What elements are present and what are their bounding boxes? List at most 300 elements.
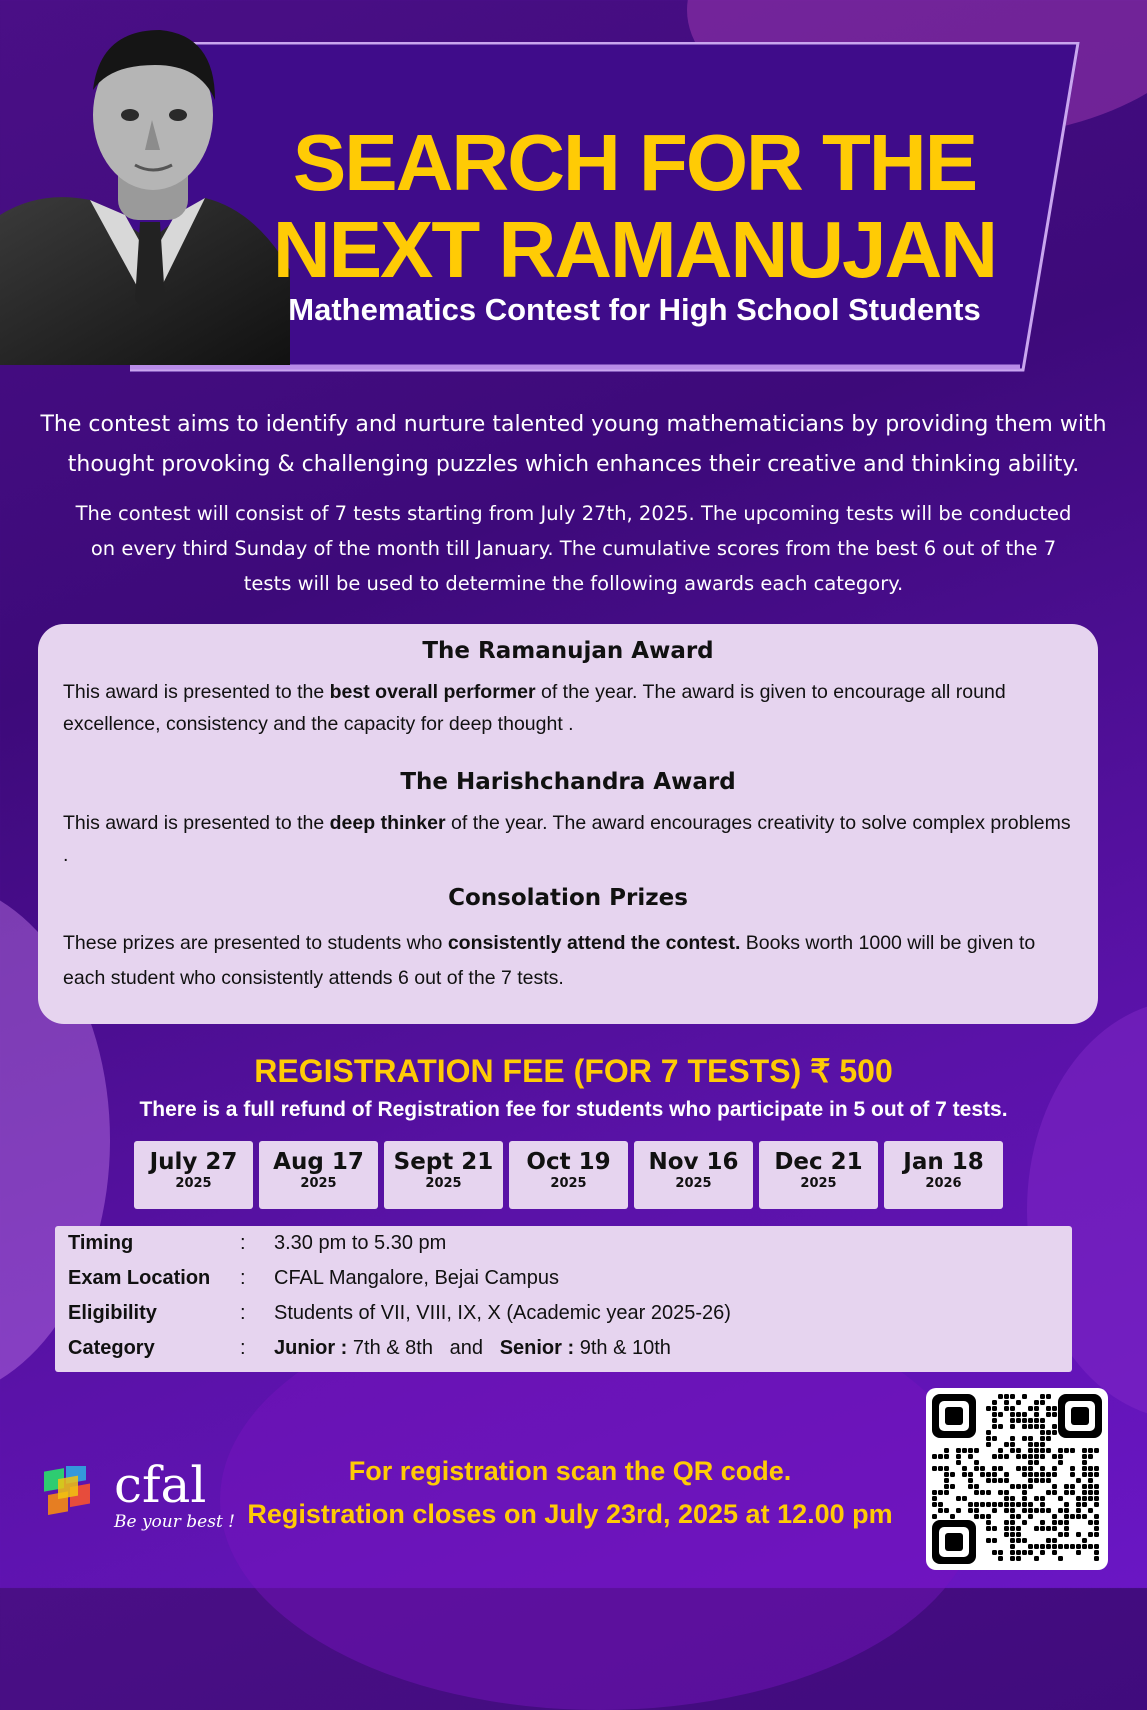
qr-module	[1016, 1448, 1021, 1453]
qr-module	[1010, 1418, 1015, 1423]
qr-module	[992, 1406, 997, 1411]
qr-module	[1052, 1526, 1057, 1531]
qr-module	[1064, 1448, 1069, 1453]
qr-module	[1094, 1484, 1099, 1489]
qr-module	[1004, 1478, 1009, 1483]
qr-module	[986, 1526, 991, 1531]
qr-module	[998, 1448, 1003, 1453]
qr-module	[932, 1466, 937, 1471]
qr-module	[980, 1514, 985, 1519]
qr-module	[1082, 1454, 1087, 1459]
qr-module	[986, 1478, 991, 1483]
qr-module	[1004, 1454, 1009, 1459]
qr-module	[998, 1502, 1003, 1507]
detail-row-location	[68, 1261, 1058, 1296]
qr-module	[956, 1508, 961, 1513]
cfal-logo-icon	[42, 1466, 104, 1532]
test-date: Aug 17	[273, 1149, 364, 1175]
qr-module	[1022, 1454, 1027, 1459]
qr-module	[1094, 1502, 1099, 1507]
qr-module	[1082, 1460, 1087, 1465]
qr-module	[1022, 1472, 1027, 1477]
qr-module	[1022, 1412, 1027, 1417]
qr-module	[1040, 1526, 1045, 1531]
test-date-box	[634, 1141, 753, 1209]
qr-module	[1034, 1544, 1039, 1549]
qr-module	[974, 1448, 979, 1453]
qr-module	[1040, 1472, 1045, 1477]
test-year: 2025	[300, 1176, 337, 1191]
qr-module	[1094, 1532, 1099, 1537]
test-year: 2026	[925, 1176, 962, 1191]
qr-module	[1016, 1466, 1021, 1471]
qr-module	[968, 1472, 973, 1477]
qr-module	[1034, 1472, 1039, 1477]
qr-module	[1040, 1502, 1045, 1507]
qr-module	[1004, 1406, 1009, 1411]
qr-module	[1034, 1526, 1039, 1531]
qr-module	[1088, 1448, 1093, 1453]
qr-module	[1004, 1496, 1009, 1501]
qr-module	[956, 1448, 961, 1453]
qr-module	[1088, 1472, 1093, 1477]
qr-module	[968, 1478, 973, 1483]
qr-module	[1040, 1508, 1045, 1513]
qr-module	[1004, 1400, 1009, 1405]
qr-module	[1058, 1544, 1063, 1549]
qr-module	[1094, 1472, 1099, 1477]
qr-module	[1034, 1442, 1039, 1447]
refund-note: There is a full refund of Registration fee for students who participate in 5 out of 7 tests.	[139, 1098, 1008, 1121]
qr-module	[1004, 1520, 1009, 1525]
qr-module	[998, 1550, 1003, 1555]
qr-module	[992, 1550, 997, 1555]
qr-module	[956, 1496, 961, 1501]
qr-module	[998, 1478, 1003, 1483]
qr-module	[998, 1394, 1003, 1399]
subtitle: Mathematics Contest for High School Students	[288, 292, 981, 327]
qr-module	[1070, 1544, 1075, 1549]
qr-module	[938, 1508, 943, 1513]
qr-module	[1034, 1424, 1039, 1429]
qr-module	[992, 1424, 997, 1429]
qr-module	[1088, 1532, 1093, 1537]
qr-module	[1034, 1508, 1039, 1513]
qr-module	[1004, 1508, 1009, 1513]
qr-module	[992, 1526, 997, 1531]
qr-module	[1028, 1484, 1033, 1489]
qr-module	[1058, 1454, 1063, 1459]
qr-module	[1022, 1538, 1027, 1543]
qr-module	[1010, 1436, 1015, 1441]
qr-module	[998, 1454, 1003, 1459]
qr-module	[1016, 1412, 1021, 1417]
test-year: 2025	[675, 1176, 712, 1191]
qr-module	[1058, 1496, 1063, 1501]
qr-module	[998, 1466, 1003, 1471]
qr-module	[1052, 1538, 1057, 1543]
exam-details-table	[55, 1226, 1072, 1372]
qr-module	[1076, 1544, 1081, 1549]
qr-module	[1010, 1556, 1015, 1561]
test-year: 2025	[800, 1176, 837, 1191]
qr-module	[1046, 1544, 1051, 1549]
qr-module	[1016, 1514, 1021, 1519]
qr-module	[980, 1502, 985, 1507]
detail-value: 3.30 pm to 5.30 pm	[274, 1232, 447, 1254]
qr-module	[986, 1406, 991, 1411]
qr-module	[1088, 1508, 1093, 1513]
qr-module	[1028, 1550, 1033, 1555]
qr-module	[1028, 1544, 1033, 1549]
test-date: July 27	[149, 1149, 238, 1175]
qr-module	[1010, 1502, 1015, 1507]
qr-module	[1052, 1454, 1057, 1459]
qr-module	[1016, 1484, 1021, 1489]
qr-module	[974, 1484, 979, 1489]
qr-module	[1070, 1448, 1075, 1453]
ramanujan-portrait	[0, 10, 290, 365]
qr-module	[974, 1490, 979, 1495]
qr-module	[1010, 1484, 1015, 1489]
qr-module	[980, 1466, 985, 1471]
qr-module	[974, 1460, 979, 1465]
title-line-1: SEARCH FOR THE	[292, 118, 977, 207]
registration-qr-code[interactable]	[926, 1388, 1108, 1570]
qr-module	[962, 1472, 967, 1477]
qr-module	[1010, 1526, 1015, 1531]
test-date: Nov 16	[648, 1149, 739, 1175]
qr-module	[1010, 1538, 1015, 1543]
qr-module	[1040, 1424, 1045, 1429]
qr-module	[1040, 1544, 1045, 1549]
qr-module	[968, 1484, 973, 1489]
qr-module	[1010, 1496, 1015, 1501]
award-title-harishchandra: The Harishchandra Award	[400, 769, 736, 795]
qr-module	[950, 1484, 955, 1489]
qr-module	[1064, 1520, 1069, 1525]
qr-module	[1034, 1478, 1039, 1483]
qr-module	[1028, 1514, 1033, 1519]
qr-module	[1046, 1472, 1051, 1477]
qr-module	[1022, 1490, 1027, 1495]
qr-module	[1028, 1418, 1033, 1423]
qr-module	[944, 1448, 949, 1453]
qr-module	[1064, 1544, 1069, 1549]
qr-module	[986, 1502, 991, 1507]
qr-module	[1004, 1502, 1009, 1507]
qr-module	[944, 1454, 949, 1459]
qr-module	[1016, 1532, 1021, 1537]
qr-module	[1004, 1490, 1009, 1495]
qr-module	[932, 1502, 937, 1507]
qr-module	[1040, 1394, 1045, 1399]
qr-module	[1040, 1430, 1045, 1435]
qr-module	[1076, 1478, 1081, 1483]
qr-module	[1028, 1424, 1033, 1429]
qr-module	[1058, 1532, 1063, 1537]
qr-module	[1058, 1556, 1063, 1561]
qr-module	[1046, 1508, 1051, 1513]
qr-module	[986, 1538, 991, 1543]
qr-module	[992, 1400, 997, 1405]
award-desc-ramanujan: This award is presented to the best overall performer of the year. The award is given to encourage all round excellence, consistency and the capacity for deep thought .	[63, 681, 1006, 735]
qr-module	[992, 1538, 997, 1543]
qr-module	[1022, 1466, 1027, 1471]
qr-module	[1016, 1550, 1021, 1555]
qr-module	[968, 1448, 973, 1453]
qr-module	[1022, 1418, 1027, 1423]
qr-module	[1094, 1550, 1099, 1555]
qr-module	[1016, 1502, 1021, 1507]
detail-colon: :	[240, 1337, 246, 1359]
qr-module	[1034, 1496, 1039, 1501]
detail-label: Timing	[68, 1232, 134, 1254]
qr-module	[1034, 1448, 1039, 1453]
qr-module	[986, 1430, 991, 1435]
qr-module	[998, 1490, 1003, 1495]
qr-module	[1082, 1496, 1087, 1501]
qr-module	[1058, 1520, 1063, 1525]
qr-module	[950, 1514, 955, 1519]
qr-module	[986, 1490, 991, 1495]
qr-module	[1094, 1520, 1099, 1525]
qr-module	[1004, 1472, 1009, 1477]
qr-module	[1046, 1430, 1051, 1435]
qr-module	[1028, 1436, 1033, 1441]
qr-module	[992, 1412, 997, 1417]
qr-module	[974, 1514, 979, 1519]
qr-module	[962, 1466, 967, 1471]
qr-module	[1052, 1406, 1057, 1411]
qr-module	[1064, 1490, 1069, 1495]
qr-module	[944, 1478, 949, 1483]
test-date-box	[884, 1141, 1003, 1209]
cfal-logo-tagline: Be your best !	[114, 1512, 236, 1532]
detail-value: CFAL Mangalore, Bejai Campus	[274, 1267, 559, 1289]
qr-module	[1022, 1424, 1027, 1429]
qr-module	[1040, 1496, 1045, 1501]
detail-colon: :	[240, 1267, 246, 1289]
qr-module	[1064, 1526, 1069, 1531]
qr-module	[1016, 1400, 1021, 1405]
test-year: 2025	[425, 1176, 462, 1191]
qr-module	[938, 1502, 943, 1507]
qr-module	[1076, 1496, 1081, 1501]
qr-module	[1040, 1400, 1045, 1405]
qr-module	[1046, 1436, 1051, 1441]
qr-module	[1028, 1442, 1033, 1447]
qr-module	[932, 1454, 937, 1459]
qr-module	[998, 1424, 1003, 1429]
qr-module	[1052, 1520, 1057, 1525]
test-date-box	[134, 1141, 253, 1209]
qr-module	[968, 1454, 973, 1459]
award-title-ramanujan: The Ramanujan Award	[422, 638, 714, 664]
qr-module	[1082, 1472, 1087, 1477]
qr-module	[974, 1466, 979, 1471]
qr-module	[1040, 1520, 1045, 1525]
qr-module	[1058, 1508, 1063, 1513]
qr-module	[1094, 1496, 1099, 1501]
qr-module	[1022, 1502, 1027, 1507]
detail-label: Category	[68, 1337, 155, 1359]
qr-module	[986, 1442, 991, 1447]
qr-module	[1088, 1484, 1093, 1489]
qr-module	[944, 1466, 949, 1471]
qr-module	[944, 1508, 949, 1513]
qr-module	[1088, 1454, 1093, 1459]
qr-module	[1094, 1490, 1099, 1495]
qr-module	[974, 1502, 979, 1507]
cfal-logo	[42, 1456, 242, 1540]
qr-module	[1046, 1448, 1051, 1453]
qr-module	[1028, 1448, 1033, 1453]
qr-module	[1046, 1412, 1051, 1417]
test-date: Dec 21	[774, 1149, 863, 1175]
qr-module	[1082, 1484, 1087, 1489]
qr-module	[1088, 1490, 1093, 1495]
qr-module	[992, 1418, 997, 1423]
qr-module	[1076, 1550, 1081, 1555]
qr-module	[1022, 1436, 1027, 1441]
qr-module	[1034, 1556, 1039, 1561]
test-date-box	[509, 1141, 628, 1209]
qr-module	[1046, 1538, 1051, 1543]
qr-module	[1010, 1550, 1015, 1555]
qr-module	[1028, 1478, 1033, 1483]
qr-module	[944, 1472, 949, 1477]
qr-module	[1022, 1508, 1027, 1513]
qr-module	[1046, 1406, 1051, 1411]
qr-module	[1016, 1454, 1021, 1459]
qr-module	[986, 1472, 991, 1477]
qr-module	[938, 1454, 943, 1459]
qr-module	[1028, 1508, 1033, 1513]
qr-module	[974, 1508, 979, 1513]
qr-module	[980, 1472, 985, 1477]
qr-module	[1088, 1496, 1093, 1501]
intro-paragraph-2: The contest will consist of 7 tests starting from July 27th, 2025. The upcoming tests will be conducted on every third Sunday of the month till January. The cumulative scores from the best 6 out of the 7 tests will be used to determine the following awards each category.	[75, 502, 1072, 595]
qr-module	[932, 1490, 937, 1495]
qr-module	[1064, 1532, 1069, 1537]
qr-module	[986, 1520, 991, 1525]
qr-module	[1010, 1442, 1015, 1447]
qr-module	[1010, 1424, 1015, 1429]
title-line-2: NEXT RAMANUJAN	[272, 205, 997, 294]
qr-module	[1070, 1466, 1075, 1471]
qr-module	[1040, 1478, 1045, 1483]
qr-module	[1028, 1460, 1033, 1465]
qr-module	[1082, 1538, 1087, 1543]
qr-module	[1010, 1508, 1015, 1513]
qr-module	[944, 1490, 949, 1495]
qr-module	[1088, 1478, 1093, 1483]
qr-module	[1052, 1412, 1057, 1417]
qr-module	[1034, 1406, 1039, 1411]
qr-module	[1058, 1460, 1063, 1465]
qr-module	[992, 1502, 997, 1507]
qr-module	[950, 1472, 955, 1477]
qr-module	[1076, 1532, 1081, 1537]
detail-value: Students of VII, VIII, IX, X (Academic year 2025-26)	[274, 1302, 731, 1324]
qr-module	[1016, 1418, 1021, 1423]
qr-module	[986, 1514, 991, 1519]
qr-module	[1010, 1514, 1015, 1519]
detail-colon: :	[240, 1232, 246, 1254]
test-date: Jan 18	[903, 1149, 984, 1175]
qr-module	[1082, 1544, 1087, 1549]
qr-module	[1076, 1508, 1081, 1513]
award-desc-consolation: These prizes are presented to students who consistently attend the contest. Books worth 1000 will be given to each student who consistently attends 6 out of the 7 tests.	[63, 932, 1036, 989]
qr-module	[1040, 1442, 1045, 1447]
qr-module	[992, 1436, 997, 1441]
qr-module	[1052, 1484, 1057, 1489]
qr-module	[1094, 1556, 1099, 1561]
qr-module	[1094, 1526, 1099, 1531]
qr-module	[1010, 1544, 1015, 1549]
qr-module	[1040, 1448, 1045, 1453]
qr-module	[992, 1454, 997, 1459]
qr-module	[944, 1484, 949, 1489]
qr-module	[1076, 1502, 1081, 1507]
qr-module	[1052, 1544, 1057, 1549]
registration-fee-title: REGISTRATION FEE (FOR 7 TESTS) ₹ 500	[254, 1053, 893, 1089]
qr-module	[962, 1496, 967, 1501]
detail-value-category: Junior : 7th & 8th and Senior : 9th & 10th	[274, 1337, 671, 1359]
detail-label: Eligibility	[68, 1302, 157, 1324]
qr-module	[1040, 1418, 1045, 1423]
qr-module	[956, 1460, 961, 1465]
detail-row-eligibility	[68, 1296, 1058, 1331]
qr-module	[1082, 1448, 1087, 1453]
qr-module	[1016, 1526, 1021, 1531]
qr-module	[1064, 1502, 1069, 1507]
qr-module	[1070, 1472, 1075, 1477]
test-date: Sept 21	[393, 1149, 494, 1175]
qr-module	[1028, 1406, 1033, 1411]
qr-module	[1022, 1484, 1027, 1489]
qr-module	[1064, 1484, 1069, 1489]
qr-module	[1010, 1412, 1015, 1417]
qr-module	[1040, 1436, 1045, 1441]
qr-module	[1094, 1448, 1099, 1453]
qr-module	[1010, 1520, 1015, 1525]
qr-module	[1088, 1520, 1093, 1525]
award-title-consolation: Consolation Prizes	[448, 885, 688, 911]
qr-module	[932, 1496, 937, 1501]
qr-module	[998, 1412, 1003, 1417]
qr-module	[1070, 1484, 1075, 1489]
detail-row-category	[68, 1331, 1058, 1366]
qr-module	[1052, 1490, 1057, 1495]
qr-module	[1004, 1394, 1009, 1399]
qr-module	[1022, 1394, 1027, 1399]
qr-module	[1070, 1490, 1075, 1495]
qr-module	[992, 1478, 997, 1483]
qr-module	[1004, 1526, 1009, 1531]
detail-colon: :	[240, 1302, 246, 1324]
qr-module	[1088, 1466, 1093, 1471]
qr-module	[938, 1490, 943, 1495]
test-date-box	[759, 1141, 878, 1209]
qr-module	[956, 1454, 961, 1459]
cfal-logo-wordmark: cfal	[114, 1456, 207, 1514]
test-date: Oct 19	[526, 1149, 611, 1175]
qr-module	[1016, 1556, 1021, 1561]
qr-code-icon	[926, 1388, 1108, 1570]
qr-module	[1034, 1400, 1039, 1405]
